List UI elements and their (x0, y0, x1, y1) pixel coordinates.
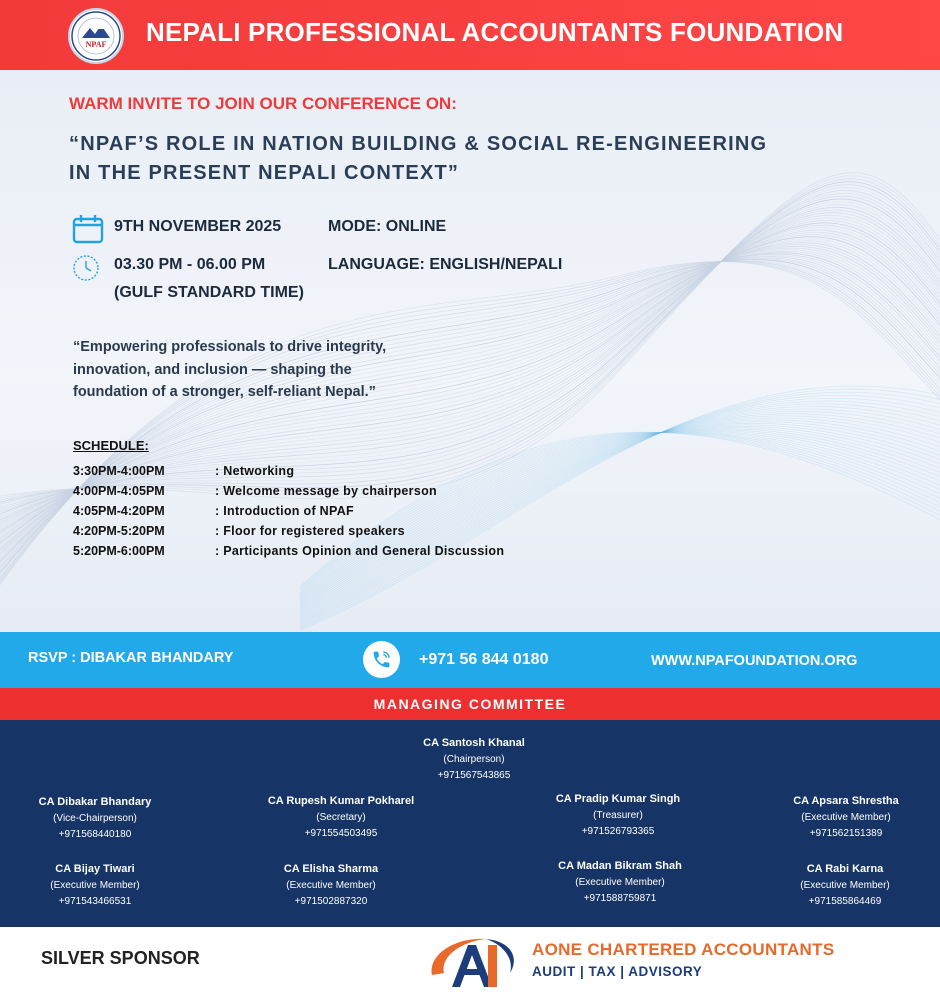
rsvp-contact: RSVP : DIBAKAR BHANDARY (28, 650, 234, 666)
member-phone: +971502887320 (294, 896, 368, 907)
committee-heading: MANAGING COMMITTEE (373, 696, 567, 712)
member-name: CA Rupesh Kumar Pokharel (267, 795, 415, 807)
member-role: (Secretary) (316, 812, 366, 823)
committee-member (510, 857, 730, 907)
wave-line (300, 432, 940, 586)
member-role: (Executive Member) (575, 877, 665, 888)
wave-line (300, 432, 940, 588)
website-link[interactable]: WWW.NPAFOUNDATION.ORG (651, 653, 858, 669)
sponsor-tier-label: SILVER SPONSOR (41, 948, 200, 968)
wave-line (0, 255, 940, 588)
member-role: (Chairperson) (443, 754, 505, 765)
committee-heading-bar (0, 688, 940, 720)
member-name: CA Madan Bikram Shah (558, 860, 682, 872)
member-name: CA Dibakar Bhandary (38, 796, 152, 808)
wave-line (300, 395, 940, 625)
mission-quote (73, 336, 433, 404)
aone-logo (424, 931, 522, 1000)
member-phone: +971526793365 (581, 826, 655, 837)
committee-panel (0, 720, 940, 927)
schedule-time: 3:30PM-4:00PM (73, 464, 165, 478)
member-name: CA Pradip Kumar Singh (555, 793, 681, 805)
schedule-description: : Welcome message by chairperson (215, 484, 437, 498)
committee-member (221, 860, 441, 910)
member-name: CA Bijay Tiwari (55, 863, 135, 875)
quote-line: “Empowering professionals to drive integrity, (73, 339, 387, 355)
member-role: (Vice-Chairperson) (53, 813, 137, 824)
member-name: CA Santosh Khanal (423, 737, 525, 749)
wave-line (300, 392, 940, 627)
event-time: 03.30 PM - 06.00 PM (114, 256, 266, 273)
member-role: (Executive Member) (801, 812, 891, 823)
svg-text:NPAF: NPAF (85, 40, 107, 49)
event-mode: MODE: ONLINE (328, 218, 447, 235)
schedule-description: : Introduction of NPAF (215, 504, 354, 518)
conference-title-line2: IN THE PRESENT NEPALI CONTEXT” (69, 162, 460, 184)
event-language: LANGUAGE: ENGLISH/NEPALI (328, 256, 563, 273)
quote-line: foundation of a stronger, self-reliant Nepal.” (73, 384, 376, 400)
member-phone: +971585864469 (808, 896, 882, 907)
schedule-time: 4:05PM-4:20PM (73, 504, 165, 518)
header-banner (0, 0, 940, 70)
member-role: (Executive Member) (50, 880, 140, 891)
member-name: CA Apsara Shrestha (793, 795, 899, 807)
sponsor-tagline: AUDIT | TAX | ADVISORY (532, 964, 703, 979)
rsvp-bar (0, 632, 940, 688)
conference-title (69, 130, 767, 188)
committee-member (231, 792, 451, 842)
member-phone: +971562151389 (809, 828, 883, 839)
clock-icon (72, 254, 100, 287)
schedule-time: 4:00PM-4:05PM (73, 484, 165, 498)
event-timezone: (GULF STANDARD TIME) (114, 284, 304, 301)
schedule-time: 4:20PM-5:20PM (73, 524, 165, 538)
committee-member (736, 792, 940, 842)
schedule-time: 5:20PM-6:00PM (73, 544, 165, 558)
schedule-description: : Participants Opinion and General Discussion (215, 544, 505, 558)
organization-title: NEPALI PROFESSIONAL ACCOUNTANTS FOUNDATION (146, 17, 844, 47)
member-phone: +971588759871 (583, 893, 657, 904)
quote-line: innovation, and inclusion — shaping the (73, 361, 352, 378)
calendar-icon (72, 214, 104, 249)
member-role: (Executive Member) (286, 880, 376, 891)
sponsor-name: AONE CHARTERED ACCOUNTANTS (532, 940, 835, 959)
member-role: (Executive Member) (800, 880, 890, 891)
committee-member (0, 860, 205, 910)
sponsor-footer (0, 927, 940, 1000)
wave-line (300, 432, 940, 591)
schedule-description: : Floor for registered speakers (215, 524, 405, 538)
committee-member (735, 860, 940, 910)
committee-member (508, 790, 728, 840)
committee-member (0, 793, 205, 843)
wave-line (0, 257, 940, 591)
member-phone: +971543466531 (58, 896, 132, 907)
member-role: (Treasurer) (593, 810, 643, 821)
phone-icon[interactable] (363, 641, 400, 678)
schedule-description: : Networking (215, 464, 295, 478)
conference-details (0, 70, 940, 632)
member-name: CA Elisha Sharma (283, 863, 379, 875)
schedule-heading: SCHEDULE: (73, 438, 149, 453)
member-phone: +971554503495 (304, 828, 378, 839)
wave-line (300, 430, 940, 600)
member-phone: +971568440180 (58, 829, 132, 840)
event-date: 9TH NOVEMBER 2025 (114, 218, 282, 235)
wave-line (0, 262, 940, 611)
member-name: CA Rabi Karna (806, 863, 884, 875)
npaf-logo (68, 8, 124, 64)
wave-line (300, 431, 940, 597)
rsvp-phone-link[interactable]: +971 56 844 0180 (419, 651, 549, 668)
invite-heading: WARM INVITE TO JOIN OUR CONFERENCE ON: (69, 94, 457, 113)
member-phone: +971567543865 (437, 770, 511, 781)
conference-title-line1: “NPAF’S ROLE IN NATION BUILDING & SOCIAL RE-ENGINEERING (69, 133, 768, 155)
committee-member-chairperson (364, 734, 584, 784)
